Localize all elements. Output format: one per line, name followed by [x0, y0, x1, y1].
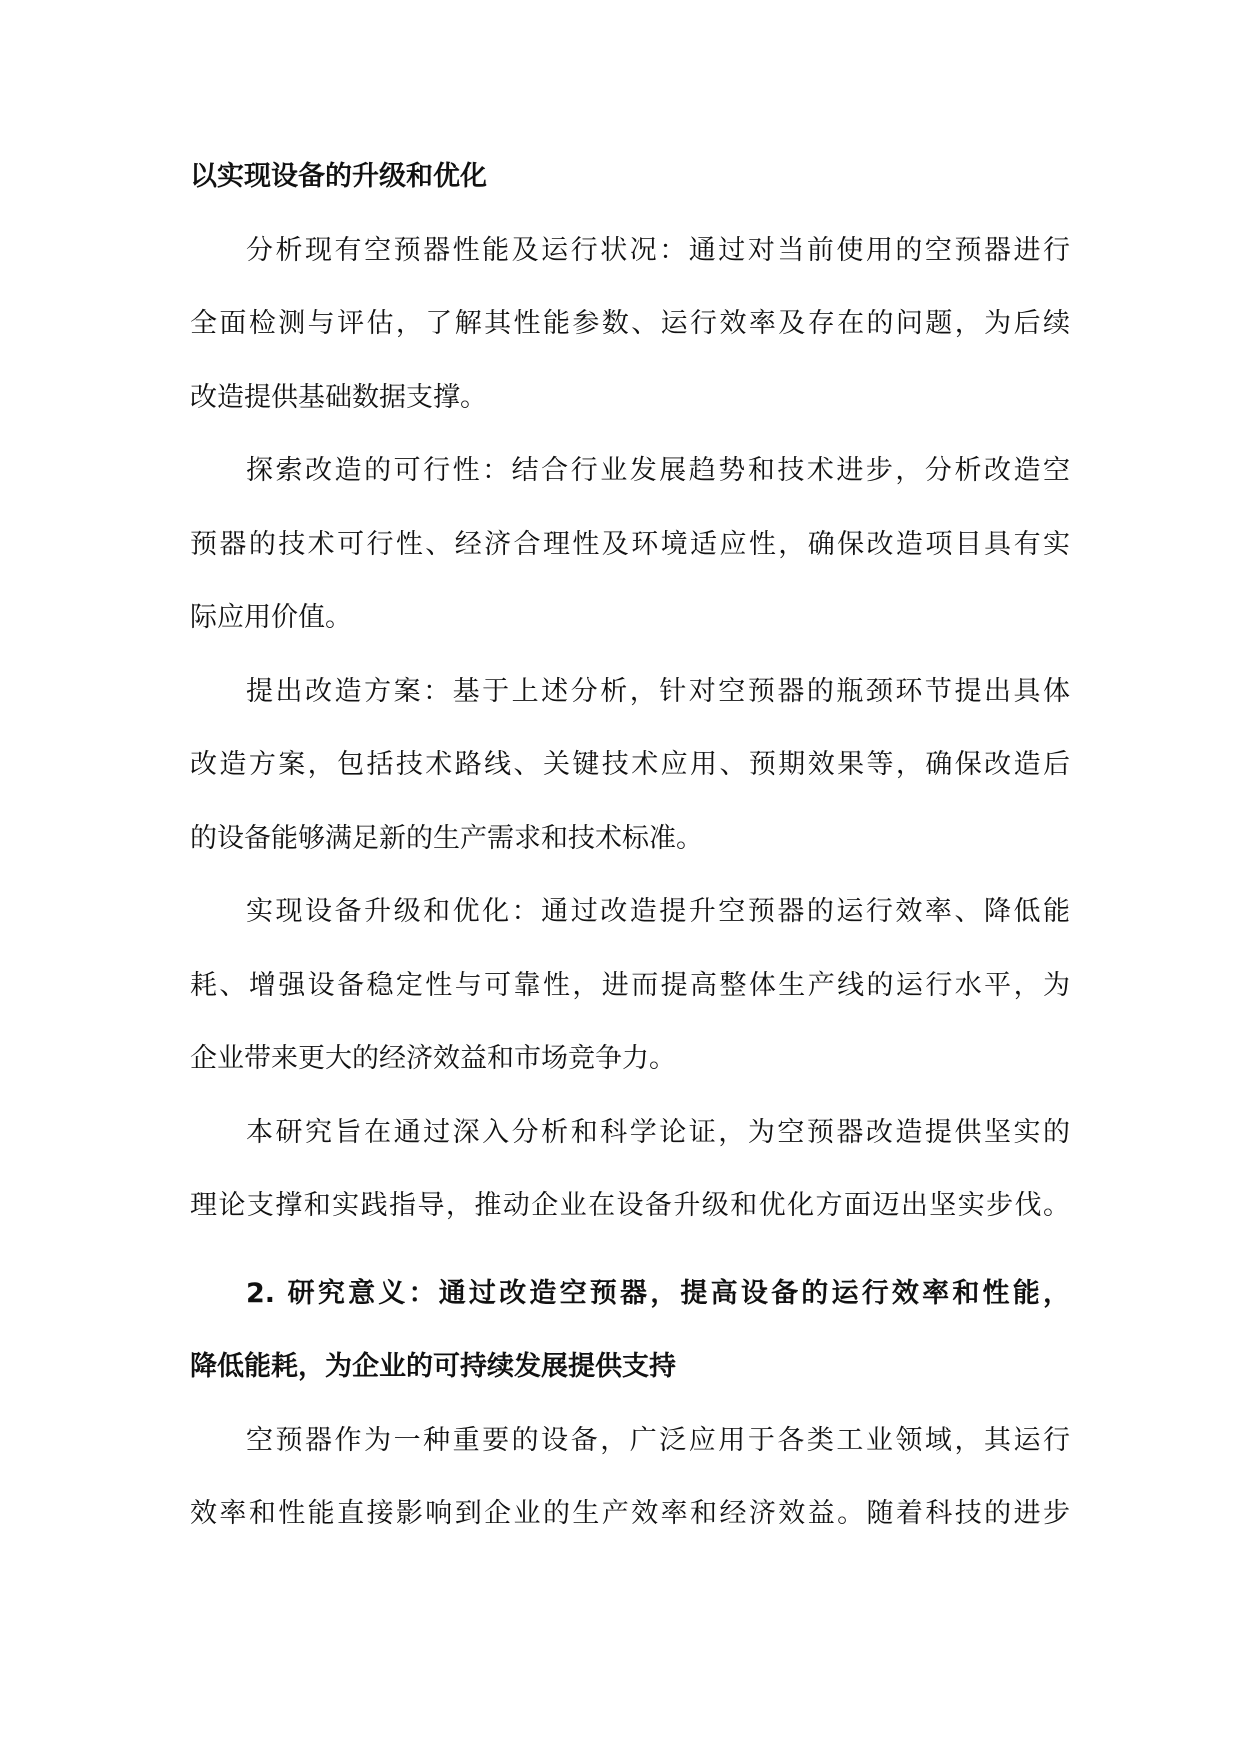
section-heading-line: 2. 研究意义：通过改造空预器，提高设备的运行效率和性能， — [246, 1277, 1070, 1309]
paragraph-line: 改造方案，包括技术路线、关键技术应用、预期效果等，确保改造后 — [190, 749, 1070, 780]
paragraph-feasibility — [190, 434, 1070, 655]
paragraph-line: 理论支撑和实践指导，推动企业在设备升级和优化方面迈出坚实步伐。 — [190, 1190, 1070, 1221]
paragraph-line: 际应用价值。 — [190, 602, 352, 633]
paragraph-line: 分析现有空预器性能及运行状况：通过对当前使用的空预器进行 — [246, 234, 1070, 266]
paragraph-line: 空预器作为一种重要的设备，广泛应用于各类工业领域，其运行 — [246, 1424, 1070, 1456]
paragraph-line: 提出改造方案：基于上述分析，针对空预器的瓶颈环节提出具体 — [246, 675, 1070, 707]
paragraph-line: 全面检测与评估，了解其性能参数、运行效率及存在的问题，为后续 — [190, 308, 1070, 339]
paragraph-line: 的设备能够满足新的生产需求和技术标准。 — [190, 822, 703, 854]
document-body — [190, 140, 1070, 1551]
paragraph-purpose — [190, 1096, 1070, 1243]
paragraph-line: 改造提供基础数据支撑。 — [190, 381, 487, 413]
paragraph-line: 企业带来更大的经济效益和市场竞争力。 — [190, 1043, 676, 1074]
heading-continued: 以实现设备的升级和优化 — [190, 161, 487, 192]
paragraph-plan — [190, 655, 1070, 876]
paragraph-line: 预器的技术可行性、经济合理性及环境适应性，确保改造项目具有实 — [190, 528, 1070, 560]
paragraph-significance — [190, 1404, 1070, 1551]
section-gap — [190, 1243, 1070, 1257]
paragraph-line: 本研究旨在通过深入分析和科学论证，为空预器改造提供坚实的 — [246, 1116, 1070, 1148]
paragraph-line: 效率和性能直接影响到企业的生产效率和经济效益。随着科技的进步 — [190, 1498, 1070, 1529]
paragraph-line: 探索改造的可行性：结合行业发展趋势和技术进步，分析改造空 — [246, 455, 1070, 486]
paragraph-upgrade — [190, 875, 1070, 1096]
section-heading — [190, 1257, 1070, 1404]
paragraph-line: 实现设备升级和优化：通过改造提升空预器的运行效率、降低能 — [246, 896, 1070, 927]
section-heading-line: 降低能耗，为企业的可持续发展提供支持 — [190, 1351, 676, 1382]
paragraph-line: 耗、增强设备稳定性与可靠性，进而提高整体生产线的运行水平，为 — [190, 969, 1070, 1001]
paragraph-analysis — [190, 214, 1070, 435]
